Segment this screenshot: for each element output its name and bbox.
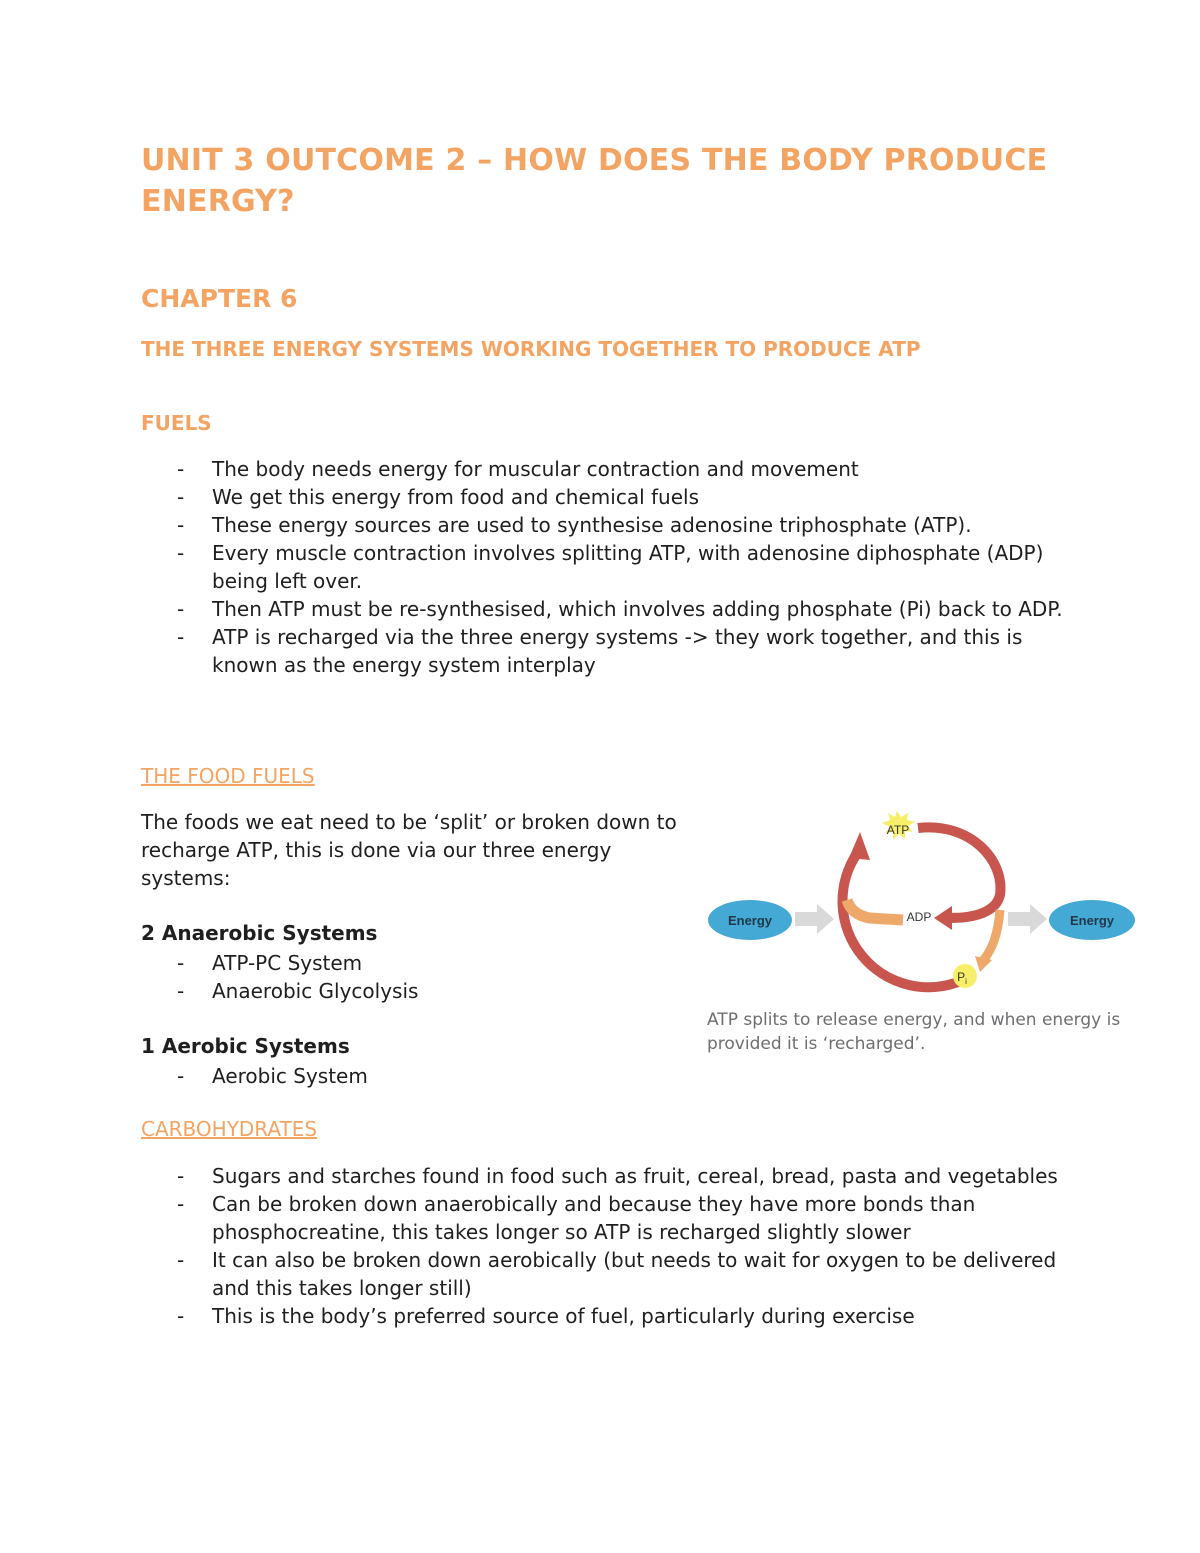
aerobic-heading: 1 Aerobic Systems: [141, 1034, 350, 1058]
orange-arc-left: [847, 900, 903, 920]
food-fuels-link[interactable]: THE FOOD FUELS: [141, 764, 315, 788]
energy-right-label: Energy: [1069, 913, 1115, 928]
atp-label: ATP: [886, 823, 910, 837]
orange-arc-right: [982, 910, 1000, 962]
atp-cycle-diagram: [700, 800, 1150, 1005]
list-item: - Anaerobic Glycolysis: [141, 977, 621, 1005]
pi-label-sub: i: [965, 977, 967, 986]
food-fuels-intro: The foods we eat need to be ‘split’ or broken down to recharge ATP, this is done via our three energy systems:: [141, 810, 677, 890]
pi-label-main: P: [957, 970, 966, 984]
list-item: - ATP-PC System: [141, 949, 621, 977]
list-item: - Every muscle contraction involves splitting ATP, with adenosine diphosphate (ADP) being left over.: [141, 539, 1066, 595]
list-item: - This is the body’s preferred source of fuel, particularly during exercise: [141, 1302, 1066, 1330]
section-subtitle: THE THREE ENERGY SYSTEMS WORKING TOGETHER TO PRODUCE ATP: [141, 337, 921, 361]
list-item: - Sugars and starches found in food such as fruit, cereal, bread, pasta and vegetables: [141, 1162, 1066, 1190]
red-arc-top: [918, 827, 1000, 918]
carbohydrates-link[interactable]: CARBOHYDRATES: [141, 1117, 318, 1141]
list-item: - Aerobic System: [141, 1062, 621, 1090]
chapter-heading: CHAPTER 6: [141, 284, 298, 313]
anaerobic-list: [141, 949, 621, 1005]
list-item: - The body needs energy for muscular contraction and movement: [141, 455, 1066, 483]
diagram-caption: ATP splits to release energy, and when energy is provided it is ‘recharged’.: [707, 1010, 1121, 1054]
energy-left-label: Energy: [727, 913, 773, 928]
fuels-heading: FUELS: [141, 411, 212, 435]
anaerobic-heading: 2 Anaerobic Systems: [141, 921, 378, 945]
list-item: - Can be broken down anaerobically and because they have more bonds than phosphocreatine, this takes longer so ATP is recharged slightly slower: [141, 1190, 1066, 1246]
list-item: - We get this energy from food and chemical fuels: [141, 483, 1066, 511]
grey-arrow-left: [795, 904, 834, 934]
carbohydrates-list: [141, 1162, 1066, 1330]
red-arrowhead-adp: [934, 906, 952, 930]
aerobic-list: [141, 1062, 621, 1090]
list-item: - These energy sources are used to synthesise adenosine triphosphate (ATP).: [141, 511, 1066, 539]
page-title: UNIT 3 OUTCOME 2 – HOW DOES THE BODY PRODUCE ENERGY?: [141, 143, 1048, 219]
fuels-list: [141, 455, 1066, 679]
grey-arrow-right: [1008, 904, 1047, 934]
adp-label: ADP: [906, 910, 932, 924]
list-item: - Then ATP must be re-synthesised, which involves adding phosphate (Pi) back to ADP.: [141, 595, 1066, 623]
red-arrowhead-up: [849, 832, 870, 860]
list-item: - ATP is recharged via the three energy systems -> they work together, and this is known as the energy system interplay: [141, 623, 1066, 679]
list-item: - It can also be broken down aerobically (but needs to wait for oxygen to be delivered and this takes longer still): [141, 1246, 1066, 1302]
